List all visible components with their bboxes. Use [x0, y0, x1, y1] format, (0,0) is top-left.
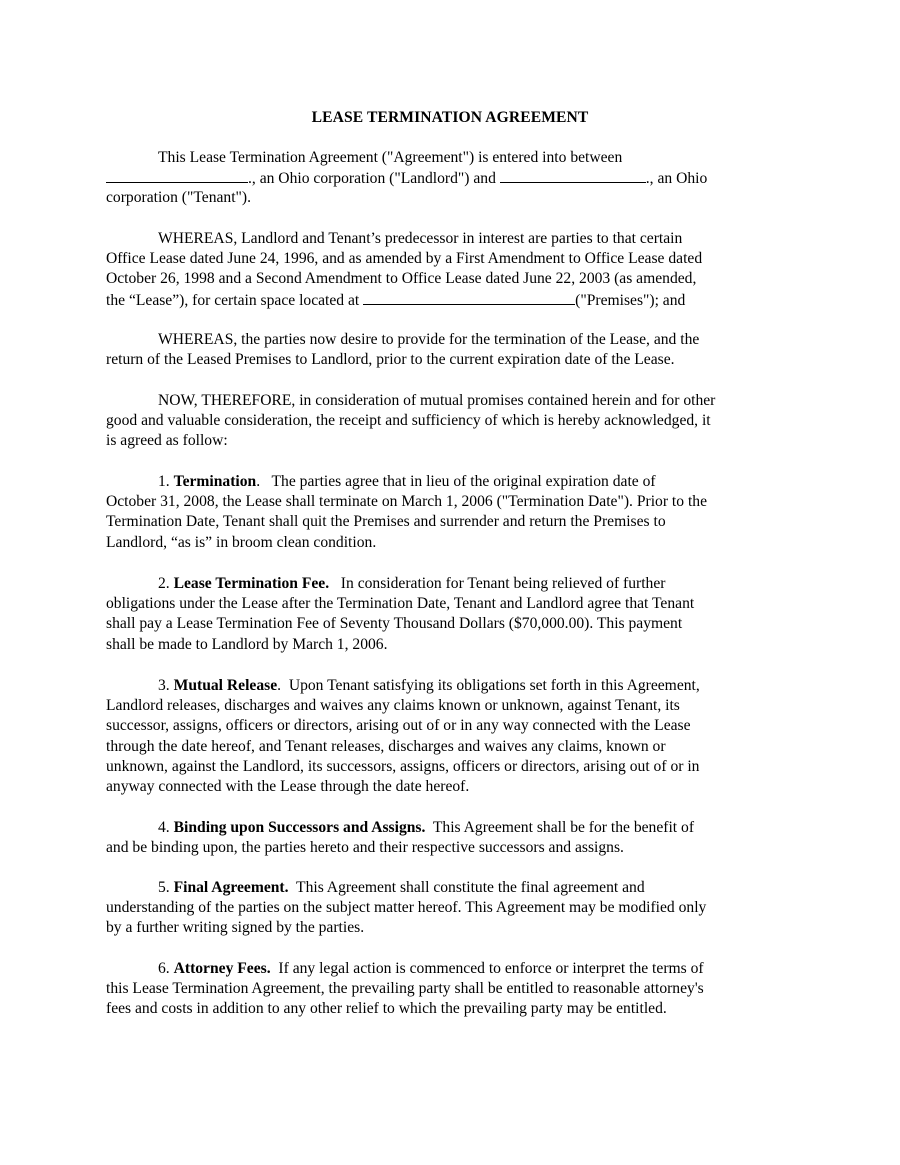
section-5-final-agreement	[106, 878, 794, 939]
s5-number: 5.	[158, 879, 170, 896]
s3-heading: Mutual Release	[173, 677, 278, 694]
intro-paragraph	[106, 148, 794, 209]
intro-line-2	[106, 168, 794, 188]
section-1-termination	[106, 472, 794, 553]
now-line-2: good and valuable consideration, the receipt and sufficiency of which is hereby acknowledged, it	[106, 412, 711, 430]
s1-line-4: Landlord, “as is” in broom clean condition.	[106, 533, 377, 551]
s1-line-2: October 31, 2008, the Lease shall terminate on March 1, 2006 ("Termination Date"). Prior to the	[106, 493, 707, 511]
section-6-attorney-fees	[106, 959, 794, 1020]
now-line-1: NOW, THEREFORE, in consideration of mutual promises contained herein and for other	[158, 392, 716, 409]
s6-number: 6.	[158, 960, 170, 977]
s2-heading: Lease Termination Fee.	[173, 575, 330, 592]
s6-line-1-text: If any legal action is commenced to enforce or interpret the terms of	[270, 960, 704, 977]
intro-line-3: corporation ("Tenant").	[106, 189, 251, 207]
s4-line-2: and be binding upon, the parties hereto and their respective successors and assigns.	[106, 839, 624, 857]
premises-address-blank[interactable]	[363, 290, 575, 305]
s3-line-3: successor, assigns, officers or directors, arising out of or in any way connected with the Lease	[106, 717, 691, 735]
whereas-paragraph-2	[106, 330, 794, 370]
s2-line-1	[106, 574, 794, 594]
s1-line-1-text: . The parties agree that in lieu of the original expiration date of	[256, 473, 656, 490]
s6-heading: Attorney Fees.	[173, 960, 271, 977]
s1-number: 1.	[158, 473, 170, 490]
whereas1-line-4	[106, 290, 794, 310]
s3-number: 3.	[158, 677, 170, 694]
section-4-binding	[106, 818, 794, 858]
s1-line-1	[106, 472, 794, 492]
landlord-name-blank[interactable]	[106, 168, 248, 183]
s4-line-1	[106, 818, 794, 838]
s3-line-1-text: . Upon Tenant satisfying its obligations set forth in this Agreement,	[277, 677, 700, 694]
section-3-mutual-release	[106, 676, 794, 797]
s3-line-6: anyway connected with the Lease through the date hereof.	[106, 777, 470, 795]
s1-heading: Termination	[173, 473, 257, 490]
tenant-name-blank[interactable]	[500, 168, 646, 183]
s3-line-5: unknown, against the Landlord, its successors, assigns, officers or directors, arising out of or in	[106, 757, 700, 775]
s5-line-1-text: This Agreement shall constitute the final agreement and	[288, 879, 645, 896]
document-title: LEASE TERMINATION AGREEMENT	[311, 109, 589, 126]
s3-line-1	[106, 676, 794, 696]
section-2-fee	[106, 574, 794, 655]
s3-line-2: Landlord releases, discharges and waives any claims known or unknown, against Tenant, its	[106, 697, 680, 715]
now-line-3: is agreed as follow:	[106, 432, 228, 450]
s3-line-4: through the date hereof, and Tenant releases, discharges and waives any claims, known or	[106, 737, 666, 755]
whereas2-line-1: WHEREAS, the parties now desire to provide for the termination of the Lease, and the	[158, 331, 700, 348]
whereas1-line-1: WHEREAS, Landlord and Tenant’s predecessor in interest are parties to that certain	[158, 230, 683, 247]
s6-line-3: fees and costs in addition to any other relief to which the prevailing party may be entitled.	[106, 1000, 667, 1018]
s5-line-3: by a further writing signed by the parties.	[106, 919, 365, 937]
s4-line-1-text: This Agreement shall be for the benefit of	[425, 819, 695, 836]
whereas1-line-4b: ("Premises"); and	[575, 291, 686, 309]
s2-line-4: shall be made to Landlord by March 1, 2006.	[106, 635, 388, 653]
whereas2-line-2: return of the Leased Premises to Landlord, prior to the current expiration date of the Lease.	[106, 351, 675, 369]
intro-line-2a: ., an Ohio corporation ("Landlord") and	[248, 170, 496, 188]
whereas-paragraph-1	[106, 229, 794, 310]
s6-line-2: this Lease Termination Agreement, the prevailing party shall be entitled to reasonable attorney's	[106, 980, 704, 998]
s5-line-1	[106, 878, 794, 898]
now-therefore-paragraph	[106, 391, 794, 452]
s2-line-3: shall pay a Lease Termination Fee of Seventy Thousand Dollars ($70,000.00). This payment	[106, 615, 683, 633]
whereas1-line-3: October 26, 1998 and a Second Amendment to Office Lease dated June 22, 2003 (as amended,	[106, 270, 697, 288]
whereas1-line-2: Office Lease dated June 24, 1996, and as amended by a First Amendment to Office Lease dated	[106, 250, 703, 268]
s2-number: 2.	[158, 575, 170, 592]
s2-line-2: obligations under the Lease after the Termination Date, Tenant and Landlord agree that Tenant	[106, 595, 695, 613]
whereas1-line-4a: the “Lease”), for certain space located at	[106, 291, 360, 309]
s4-heading: Binding upon Successors and Assigns.	[173, 819, 426, 836]
intro-line-1: This Lease Termination Agreement ("Agreement") is entered into between	[158, 149, 623, 166]
intro-line-2b: ., an Ohio	[645, 170, 708, 188]
s2-line-1-text: In consideration for Tenant being relieved of further	[329, 575, 666, 592]
s6-line-1	[106, 959, 794, 979]
s4-number: 4.	[158, 819, 170, 836]
s1-line-3: Termination Date, Tenant shall quit the Premises and surrender and return the Premises to	[106, 513, 666, 531]
s5-heading: Final Agreement.	[173, 879, 289, 896]
s5-line-2: understanding of the parties on the subject matter hereof. This Agreement may be modified only	[106, 899, 707, 917]
